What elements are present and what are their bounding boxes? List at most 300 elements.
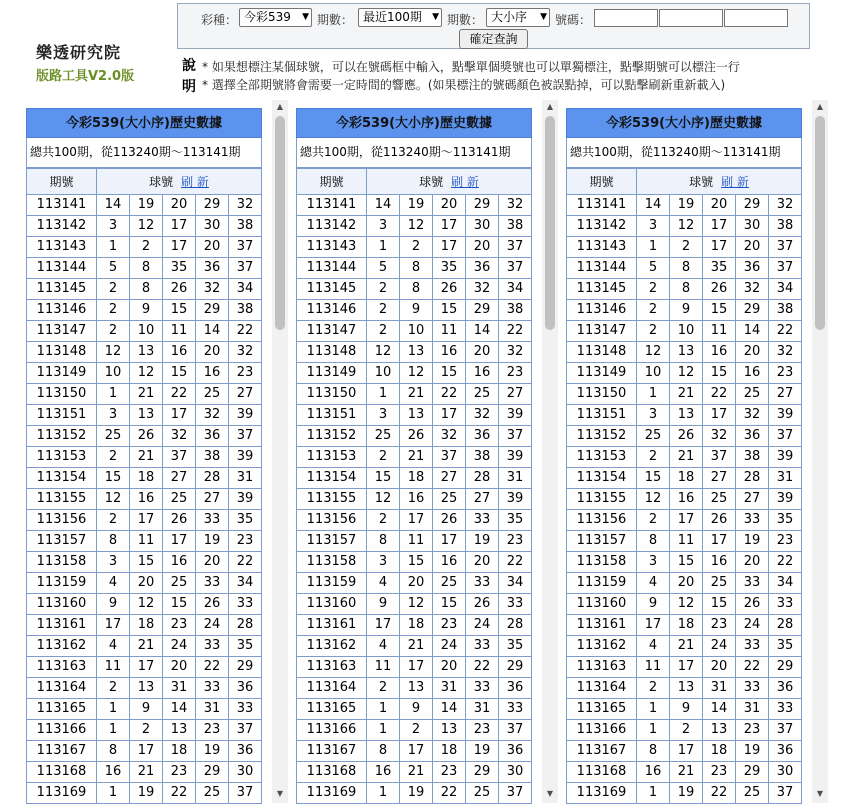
ball-cell[interactable]: 13 (130, 405, 163, 426)
ball-cell[interactable]: 26 (466, 594, 499, 615)
ball-cell[interactable]: 15 (163, 594, 196, 615)
period-cell[interactable]: 113159 (567, 573, 637, 594)
ball-cell[interactable]: 8 (637, 741, 670, 762)
ball-cell[interactable]: 21 (670, 447, 703, 468)
triangle-down-icon[interactable]: ▼ (276, 789, 284, 798)
ball-cell[interactable]: 3 (367, 405, 400, 426)
ball-cell[interactable]: 39 (769, 405, 802, 426)
period-cell[interactable]: 113167 (27, 741, 97, 762)
ball-cell[interactable]: 33 (736, 678, 769, 699)
ball-cell[interactable]: 20 (130, 573, 163, 594)
ball-cell[interactable]: 23 (736, 720, 769, 741)
ball-cell[interactable]: 17 (670, 741, 703, 762)
ball-cell[interactable]: 17 (703, 216, 736, 237)
period-cell[interactable]: 113155 (297, 489, 367, 510)
ball-cell[interactable]: 26 (400, 426, 433, 447)
ball-cell[interactable]: 2 (637, 510, 670, 531)
ball-cell[interactable]: 20 (703, 195, 736, 216)
ball-cell[interactable]: 21 (670, 636, 703, 657)
ball-cell[interactable]: 34 (769, 279, 802, 300)
ball-cell[interactable]: 24 (163, 636, 196, 657)
ball-cell[interactable]: 33 (196, 573, 229, 594)
period-cell[interactable]: 113163 (297, 657, 367, 678)
ball-cell[interactable]: 32 (499, 342, 532, 363)
ball-cell[interactable]: 22 (499, 321, 532, 342)
ball-cell[interactable]: 32 (229, 195, 262, 216)
ball-cell[interactable]: 9 (130, 699, 163, 720)
period-cell[interactable]: 113156 (297, 510, 367, 531)
ball-cell[interactable]: 19 (196, 741, 229, 762)
ball-cell[interactable]: 11 (400, 531, 433, 552)
ball-cell[interactable]: 21 (130, 384, 163, 405)
ball-cell[interactable]: 37 (769, 720, 802, 741)
ball-cell[interactable]: 27 (703, 468, 736, 489)
ball-cell[interactable]: 3 (97, 405, 130, 426)
period-cell[interactable]: 113148 (297, 342, 367, 363)
ball-cell[interactable]: 29 (736, 762, 769, 783)
ball-cell[interactable]: 16 (97, 762, 130, 783)
ball-cell[interactable]: 34 (769, 573, 802, 594)
triangle-up-icon[interactable]: ▲ (546, 102, 554, 111)
ball-cell[interactable]: 1 (367, 237, 400, 258)
period-cell[interactable]: 113161 (27, 615, 97, 636)
ball-cell[interactable]: 2 (400, 720, 433, 741)
ball-cell[interactable]: 15 (703, 363, 736, 384)
ball-cell[interactable]: 17 (433, 216, 466, 237)
ball-cell[interactable]: 10 (637, 363, 670, 384)
ball-cell[interactable]: 35 (163, 258, 196, 279)
ball-cell[interactable]: 14 (97, 195, 130, 216)
ball-cell[interactable]: 37 (163, 447, 196, 468)
ball-cell[interactable]: 8 (97, 531, 130, 552)
ball-cell[interactable]: 28 (229, 615, 262, 636)
ball-cell[interactable]: 8 (367, 531, 400, 552)
ball-cell[interactable]: 28 (499, 615, 532, 636)
ball-cell[interactable]: 12 (400, 363, 433, 384)
ball-cell[interactable]: 1 (367, 699, 400, 720)
period-cell[interactable]: 113152 (297, 426, 367, 447)
ball-cell[interactable]: 38 (229, 216, 262, 237)
ball-cell[interactable]: 2 (367, 279, 400, 300)
period-cell[interactable]: 113146 (567, 300, 637, 321)
ball-cell[interactable]: 39 (769, 489, 802, 510)
ball-cell[interactable]: 36 (466, 426, 499, 447)
ball-cell[interactable]: 21 (400, 447, 433, 468)
period-cell[interactable]: 113146 (27, 300, 97, 321)
ball-cell[interactable]: 35 (769, 636, 802, 657)
ball-cell[interactable]: 29 (229, 657, 262, 678)
period-cell[interactable]: 113148 (27, 342, 97, 363)
ball-cell[interactable]: 36 (229, 678, 262, 699)
period-cell[interactable]: 113144 (567, 258, 637, 279)
ball-cell[interactable]: 32 (769, 195, 802, 216)
ball-cell[interactable]: 13 (130, 342, 163, 363)
ball-cell[interactable]: 12 (97, 489, 130, 510)
game-select[interactable] (239, 8, 312, 27)
period-cell[interactable]: 113156 (567, 510, 637, 531)
ball-cell[interactable]: 9 (670, 699, 703, 720)
ball-cell[interactable]: 2 (637, 678, 670, 699)
ball-cell[interactable]: 9 (670, 300, 703, 321)
ball-cell[interactable]: 26 (163, 510, 196, 531)
ball-cell[interactable]: 8 (367, 741, 400, 762)
period-cell[interactable]: 113150 (297, 384, 367, 405)
ball-cell[interactable]: 37 (229, 720, 262, 741)
ball-cell[interactable]: 2 (130, 720, 163, 741)
ball-cell[interactable]: 30 (229, 762, 262, 783)
period-cell[interactable]: 113156 (27, 510, 97, 531)
ball-cell[interactable]: 38 (769, 300, 802, 321)
period-cell[interactable]: 113153 (567, 447, 637, 468)
ball-cell[interactable]: 11 (163, 321, 196, 342)
ball-cell[interactable]: 8 (130, 279, 163, 300)
ball-cell[interactable]: 1 (97, 720, 130, 741)
ball-cell[interactable]: 29 (499, 657, 532, 678)
ball-cell[interactable]: 38 (499, 300, 532, 321)
period-cell[interactable]: 113164 (567, 678, 637, 699)
ball-cell[interactable]: 8 (637, 531, 670, 552)
ball-cell[interactable]: 26 (703, 510, 736, 531)
ball-cell[interactable]: 25 (466, 384, 499, 405)
ball-cell[interactable]: 17 (163, 237, 196, 258)
ball-cell[interactable]: 16 (637, 762, 670, 783)
ball-cell[interactable]: 21 (670, 384, 703, 405)
ball-cell[interactable]: 25 (163, 489, 196, 510)
ball-cell[interactable]: 15 (703, 300, 736, 321)
ball-cell[interactable]: 34 (499, 573, 532, 594)
ball-cell[interactable]: 17 (400, 657, 433, 678)
ball-cell[interactable]: 23 (499, 363, 532, 384)
ball-cell[interactable]: 17 (400, 510, 433, 531)
ball-cell[interactable]: 9 (400, 699, 433, 720)
ball-cell[interactable]: 4 (97, 573, 130, 594)
ball-cell[interactable]: 15 (130, 552, 163, 573)
period-cell[interactable]: 113160 (567, 594, 637, 615)
ball-cell[interactable]: 20 (466, 552, 499, 573)
ball-cell[interactable]: 17 (433, 237, 466, 258)
ball-cell[interactable]: 14 (466, 321, 499, 342)
ball-cell[interactable]: 8 (670, 258, 703, 279)
period-cell[interactable]: 113144 (27, 258, 97, 279)
ball-cell[interactable]: 31 (163, 678, 196, 699)
period-cell[interactable]: 113151 (567, 405, 637, 426)
ball-cell[interactable]: 2 (367, 447, 400, 468)
panel-3-scrollbar[interactable] (812, 100, 828, 803)
ball-cell[interactable]: 20 (670, 573, 703, 594)
ball-cell[interactable]: 9 (400, 300, 433, 321)
ball-cell[interactable]: 17 (670, 657, 703, 678)
ball-cell[interactable]: 4 (367, 573, 400, 594)
period-cell[interactable]: 113157 (27, 531, 97, 552)
ball-cell[interactable]: 10 (130, 321, 163, 342)
ball-cell[interactable]: 30 (769, 762, 802, 783)
ball-cell[interactable]: 32 (736, 279, 769, 300)
period-cell[interactable]: 113142 (27, 216, 97, 237)
ball-cell[interactable]: 37 (769, 237, 802, 258)
ball-cell[interactable]: 33 (736, 636, 769, 657)
ball-cell[interactable]: 21 (130, 762, 163, 783)
ball-cell[interactable]: 23 (229, 531, 262, 552)
ball-cell[interactable]: 35 (229, 510, 262, 531)
ball-cell[interactable]: 3 (637, 216, 670, 237)
ball-cell[interactable]: 22 (163, 384, 196, 405)
period-cell[interactable]: 113145 (567, 279, 637, 300)
ball-cell[interactable]: 18 (130, 615, 163, 636)
ball-cell[interactable]: 37 (433, 447, 466, 468)
ball-cell[interactable]: 25 (736, 384, 769, 405)
ball-cell[interactable]: 36 (229, 741, 262, 762)
ball-cell[interactable]: 32 (499, 195, 532, 216)
submit-query-button[interactable]: 確定查詢 (459, 29, 528, 49)
scrollbar-thumb[interactable] (545, 116, 555, 330)
ball-cell[interactable]: 11 (670, 531, 703, 552)
ball-cell[interactable]: 2 (367, 510, 400, 531)
ball-cell[interactable]: 12 (637, 342, 670, 363)
ball-cell[interactable]: 12 (400, 594, 433, 615)
ball-cell[interactable]: 13 (670, 405, 703, 426)
period-cell[interactable]: 113150 (27, 384, 97, 405)
ball-cell[interactable]: 3 (97, 552, 130, 573)
ball-cell[interactable]: 32 (466, 279, 499, 300)
ball-cell[interactable]: 32 (163, 426, 196, 447)
ball-cell[interactable]: 10 (97, 363, 130, 384)
ball-cell[interactable]: 12 (97, 342, 130, 363)
ball-cell[interactable]: 1 (637, 384, 670, 405)
ball-cell[interactable]: 20 (163, 195, 196, 216)
ball-cell[interactable]: 37 (769, 258, 802, 279)
ball-cell[interactable]: 38 (736, 447, 769, 468)
ball-cell[interactable]: 2 (97, 510, 130, 531)
period-cell[interactable]: 113158 (567, 552, 637, 573)
ball-cell[interactable]: 34 (499, 279, 532, 300)
ball-cell[interactable]: 2 (97, 279, 130, 300)
period-cell[interactable]: 113160 (297, 594, 367, 615)
period-cell[interactable]: 113142 (567, 216, 637, 237)
ball-cell[interactable]: 32 (769, 342, 802, 363)
ball-cell[interactable]: 33 (499, 699, 532, 720)
ball-cell[interactable]: 31 (229, 468, 262, 489)
ball-cell[interactable]: 14 (637, 195, 670, 216)
ball-cell[interactable]: 2 (637, 447, 670, 468)
ball-cell[interactable]: 9 (637, 594, 670, 615)
ball-cell[interactable]: 16 (163, 342, 196, 363)
ball-cell[interactable]: 29 (196, 300, 229, 321)
ball-cell[interactable]: 30 (736, 216, 769, 237)
ball-cell[interactable]: 38 (229, 300, 262, 321)
ball-cell[interactable]: 33 (229, 699, 262, 720)
ball-cell[interactable]: 16 (367, 762, 400, 783)
period-cell[interactable]: 113158 (297, 552, 367, 573)
period-cell[interactable]: 113158 (27, 552, 97, 573)
ball-cell[interactable]: 14 (367, 195, 400, 216)
ball-cell[interactable]: 23 (433, 615, 466, 636)
ball-cell[interactable]: 12 (367, 342, 400, 363)
ball-cell[interactable]: 16 (433, 552, 466, 573)
ball-cell[interactable]: 8 (670, 279, 703, 300)
ball-cell[interactable]: 25 (703, 489, 736, 510)
ball-cell[interactable]: 5 (367, 258, 400, 279)
ball-cell[interactable]: 24 (466, 615, 499, 636)
ball-cell[interactable]: 21 (130, 636, 163, 657)
period-cell[interactable]: 113168 (297, 762, 367, 783)
ball-cell[interactable]: 13 (670, 678, 703, 699)
ball-cell[interactable]: 15 (163, 363, 196, 384)
ball-cell[interactable]: 33 (196, 678, 229, 699)
ball-cell[interactable]: 28 (769, 615, 802, 636)
ball-cell[interactable]: 13 (400, 405, 433, 426)
ball-cell[interactable]: 33 (466, 636, 499, 657)
ball-cell[interactable]: 36 (769, 678, 802, 699)
ball-cell[interactable]: 20 (703, 657, 736, 678)
ball-cell[interactable]: 16 (703, 552, 736, 573)
ball-cell[interactable]: 22 (466, 657, 499, 678)
ball-cell[interactable]: 21 (130, 447, 163, 468)
ball-cell[interactable]: 22 (229, 552, 262, 573)
period-cell[interactable]: 113167 (297, 741, 367, 762)
ball-cell[interactable]: 16 (466, 363, 499, 384)
ball-cell[interactable]: 31 (196, 699, 229, 720)
ball-cell[interactable]: 16 (736, 363, 769, 384)
ball-cell[interactable]: 18 (433, 741, 466, 762)
ball-cell[interactable]: 5 (637, 258, 670, 279)
ball-cell[interactable]: 22 (736, 657, 769, 678)
ball-cell[interactable]: 37 (499, 258, 532, 279)
ball-cell[interactable]: 28 (736, 468, 769, 489)
triangle-down-icon[interactable]: ▼ (816, 789, 824, 798)
ball-cell[interactable]: 35 (433, 258, 466, 279)
period-cell[interactable]: 113165 (27, 699, 97, 720)
refresh-link[interactable]: 刷 新 (181, 174, 209, 189)
sort-select[interactable] (486, 8, 550, 27)
ball-cell[interactable]: 2 (367, 300, 400, 321)
ball-cell[interactable]: 33 (466, 573, 499, 594)
ball-cell[interactable]: 18 (400, 468, 433, 489)
ball-cell[interactable]: 23 (703, 615, 736, 636)
ball-cell[interactable]: 29 (736, 300, 769, 321)
ball-cell[interactable]: 19 (130, 783, 163, 804)
ball-cell[interactable]: 29 (196, 762, 229, 783)
ball-cell[interactable]: 15 (367, 468, 400, 489)
ball-cell[interactable]: 25 (367, 426, 400, 447)
ball-cell[interactable]: 2 (367, 321, 400, 342)
period-cell[interactable]: 113155 (567, 489, 637, 510)
ball-cell[interactable]: 11 (433, 321, 466, 342)
period-cell[interactable]: 113147 (297, 321, 367, 342)
ball-cell[interactable]: 36 (466, 258, 499, 279)
ball-cell[interactable]: 25 (196, 783, 229, 804)
ball-cell[interactable]: 35 (499, 636, 532, 657)
ball-cell[interactable]: 13 (670, 342, 703, 363)
ball-cell[interactable]: 38 (499, 216, 532, 237)
ball-cell[interactable]: 19 (466, 531, 499, 552)
ball-cell[interactable]: 17 (433, 531, 466, 552)
ball-cell[interactable]: 17 (130, 657, 163, 678)
period-cell[interactable]: 113144 (297, 258, 367, 279)
period-cell[interactable]: 113168 (27, 762, 97, 783)
ball-cell[interactable]: 2 (130, 237, 163, 258)
ball-cell[interactable]: 18 (670, 468, 703, 489)
ball-cell[interactable]: 37 (229, 783, 262, 804)
ball-cell[interactable]: 20 (466, 237, 499, 258)
ball-cell[interactable]: 17 (163, 405, 196, 426)
ball-cell[interactable]: 33 (736, 573, 769, 594)
period-cell[interactable]: 113143 (27, 237, 97, 258)
ball-cell[interactable]: 31 (433, 678, 466, 699)
triangle-up-icon[interactable]: ▲ (276, 102, 284, 111)
ball-cell[interactable]: 8 (400, 279, 433, 300)
ball-cell[interactable]: 24 (433, 636, 466, 657)
period-cell[interactable]: 113141 (297, 195, 367, 216)
ball-cell[interactable]: 17 (670, 510, 703, 531)
ball-cell[interactable]: 33 (769, 594, 802, 615)
ball-cell[interactable]: 11 (97, 657, 130, 678)
ball-cell[interactable]: 10 (670, 321, 703, 342)
ball-cell[interactable]: 23 (769, 531, 802, 552)
ball-cell[interactable]: 11 (367, 657, 400, 678)
ball-cell[interactable]: 3 (97, 216, 130, 237)
ball-cell[interactable]: 23 (466, 720, 499, 741)
ball-cell[interactable]: 32 (433, 426, 466, 447)
ball-cell[interactable]: 38 (769, 216, 802, 237)
period-cell[interactable]: 113143 (567, 237, 637, 258)
ball-cell[interactable]: 19 (736, 741, 769, 762)
ball-cell[interactable]: 19 (670, 195, 703, 216)
ball-cell[interactable]: 20 (736, 342, 769, 363)
ball-cell[interactable]: 17 (703, 237, 736, 258)
ball-cell[interactable]: 1 (97, 783, 130, 804)
period-cell[interactable]: 113160 (27, 594, 97, 615)
ball-cell[interactable]: 29 (466, 300, 499, 321)
period-cell[interactable]: 113161 (297, 615, 367, 636)
ball-cell[interactable]: 1 (637, 783, 670, 804)
period-cell[interactable]: 113150 (567, 384, 637, 405)
ball-cell[interactable]: 12 (400, 216, 433, 237)
period-cell[interactable]: 113153 (27, 447, 97, 468)
refresh-link[interactable]: 刷 新 (451, 174, 479, 189)
ball-cell[interactable]: 20 (400, 573, 433, 594)
ball-cell[interactable]: 12 (367, 489, 400, 510)
ball-cell[interactable]: 23 (433, 762, 466, 783)
ball-cell[interactable]: 15 (637, 468, 670, 489)
ball-cell[interactable]: 15 (400, 552, 433, 573)
ball-cell[interactable]: 27 (499, 384, 532, 405)
period-cell[interactable]: 113163 (567, 657, 637, 678)
ball-cell[interactable]: 32 (196, 279, 229, 300)
ball-cell[interactable]: 2 (367, 678, 400, 699)
ball-cell[interactable]: 22 (703, 783, 736, 804)
period-cell[interactable]: 113166 (297, 720, 367, 741)
period-cell[interactable]: 113141 (27, 195, 97, 216)
ball-cell[interactable]: 19 (130, 195, 163, 216)
ball-cell[interactable]: 14 (196, 321, 229, 342)
period-cell[interactable]: 113152 (27, 426, 97, 447)
period-cell[interactable]: 113141 (567, 195, 637, 216)
ball-cell[interactable]: 25 (433, 489, 466, 510)
ball-cell[interactable]: 8 (130, 258, 163, 279)
ball-cell[interactable]: 17 (163, 531, 196, 552)
ball-cell[interactable]: 20 (433, 195, 466, 216)
ball-cell[interactable]: 36 (769, 741, 802, 762)
ball-cell[interactable]: 39 (229, 489, 262, 510)
ball-cell[interactable]: 15 (433, 300, 466, 321)
ball-cell[interactable]: 14 (736, 321, 769, 342)
ball-cell[interactable]: 30 (466, 216, 499, 237)
period-cell[interactable]: 113169 (27, 783, 97, 804)
ball-cell[interactable]: 26 (196, 594, 229, 615)
ball-cell[interactable]: 18 (400, 615, 433, 636)
scrollbar-thumb[interactable] (815, 116, 825, 330)
ball-cell[interactable]: 31 (466, 699, 499, 720)
